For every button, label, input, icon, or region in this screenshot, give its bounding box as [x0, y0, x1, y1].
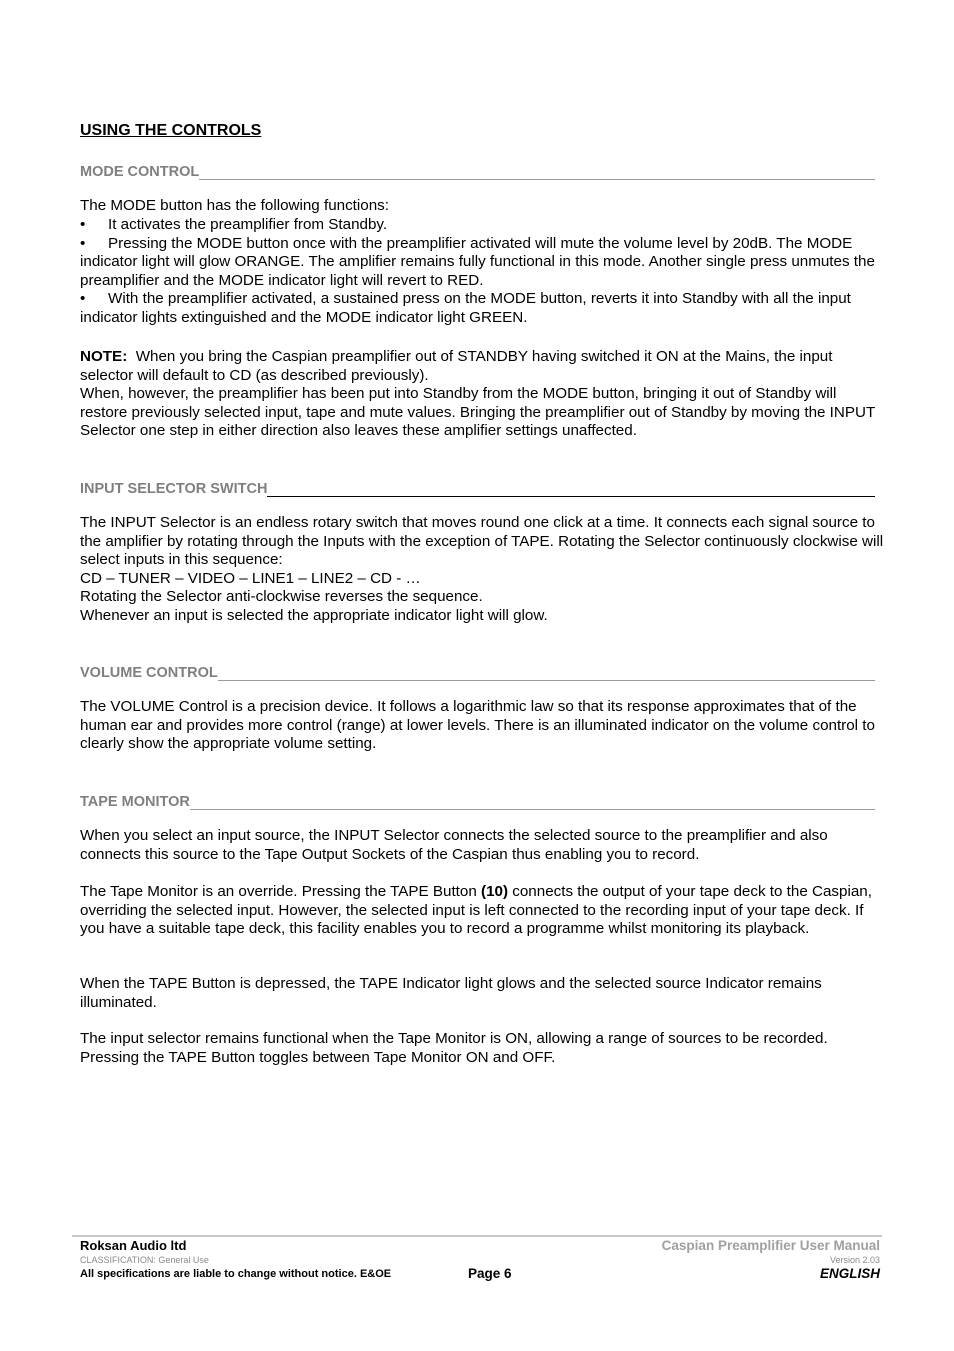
- volume-paragraph: The VOLUME Control is a precision device. It follows a logarithmic law so that its response approximates that of the human ear and provides more control (range) at lower levels. There is an illuminated indicator on the volume control to clearly show the appropriate volume setting.: [80, 698, 875, 752]
- note-label: NOTE:: [80, 348, 128, 365]
- section-heading-label: TAPE MONITOR: [80, 794, 190, 810]
- section-heading-label: VOLUME CONTROL: [80, 665, 218, 681]
- divider: [190, 809, 875, 810]
- footer-company: Roksan Audio ltd: [80, 1238, 187, 1253]
- tape-paragraph-4: The input selector remains functional when the Tape Monitor is ON, allowing a range of sources to be recorded. Pressing the TAPE Button toggles between Tape Monitor ON and OFF.: [80, 1030, 828, 1066]
- bullet-icon: •: [80, 290, 86, 307]
- section-heading-label: INPUT SELECTOR SWITCH: [80, 481, 268, 497]
- tape-paragraph-1: When you select an input source, the INPUT Selector connects the selected source to the preamplifier and also connects this source to the Tape Output Sockets of the Caspian thus enabling you to record.: [80, 827, 828, 863]
- footer-manual-title: Caspian Preamplifier User Manual: [661, 1238, 880, 1253]
- mode-bullet-list: [80, 216, 885, 327]
- footer-page-number: Page 6: [468, 1266, 512, 1281]
- section-heading-input-selector: [80, 477, 875, 497]
- list-item: • It activates the preamplifier from Standby.: [80, 216, 388, 233]
- list-item: • Pressing the MODE button once with the preamplifier activated will mute the volume level by 20dB. The MODE indicator light will glow ORANGE. The amplifier remains fully functional in this mode. Another single press unmutes the preamplifier and the MODE indicator light will revert to RED.: [80, 234, 875, 289]
- divider: [267, 496, 875, 497]
- bullet-icon: •: [80, 216, 86, 233]
- section-heading-mode: [80, 160, 875, 180]
- footer-version: Version 2.03: [829, 1255, 880, 1265]
- mode-note: NOTE: When you bring the Caspian preamplifier out of STANDBY having switched it ON at the Mains, the input selector will default to CD (as described previously). When, however, the preamplifier has been put into Standby from the MODE button, bringing it out of Standby will restore previously selected input, tape and mute values. Bringing the preamplifier out of Standby by moving the INPUT Selector one step in either direction also leaves these amplifier settings unaffected.: [80, 348, 875, 439]
- section-heading-volume: [80, 661, 875, 681]
- footer-language: ENGLISH: [819, 1266, 880, 1281]
- tape-paragraph-2: The Tape Monitor is an override. Pressing the TAPE Button (10) connects the output of your tape deck to the Caspian, overriding the selected input. However, the selected input is left connected to the recording input of your tape deck. If you have a suitable tape deck, this facility enables you to record a programme whilst monitoring its playback.: [80, 883, 872, 937]
- divider: [199, 179, 875, 180]
- footer-classification: CLASSIFICATION: General Use: [80, 1255, 209, 1265]
- divider: [218, 680, 875, 681]
- footer-divider: [72, 1235, 882, 1237]
- footer-disclaimer: All specifications are liable to change without notice. E&OE: [80, 1268, 392, 1280]
- input-paragraph: The INPUT Selector is an endless rotary switch that moves round one click at a time. It connects each signal source to the amplifier by rotating through the Inputs with the exception of TAPE. Rotating the Selector continuously clockwise will select inputs in this sequence: CD – TUNER – VIDEO – LINE1 – LINE2 – CD - … Rotating the Selector anti-clockwise reverses the sequence. Whenever an input is selected the appropriate indicator light will glow.: [80, 514, 884, 624]
- mode-intro: The MODE button has the following functions:: [80, 197, 389, 214]
- tape-paragraph-3: When the TAPE Button is depressed, the TAPE Indicator light glows and the selected source Indicator remains illuminated.: [80, 975, 822, 1011]
- page-title: USING THE CONTROLS: [80, 122, 262, 139]
- section-heading-label: MODE CONTROL: [80, 164, 200, 180]
- list-item: • With the preamplifier activated, a sustained press on the MODE button, reverts it into Standby with all the input indicator lights extinguished and the MODE indicator light GREEN.: [80, 290, 851, 326]
- bullet-icon: •: [80, 234, 86, 252]
- section-heading-tape-monitor: [80, 790, 875, 810]
